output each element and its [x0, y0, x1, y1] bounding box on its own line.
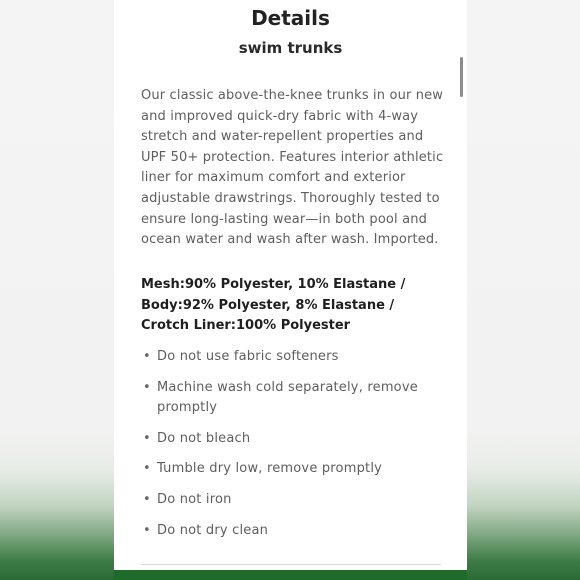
care-instructions-list: [141, 347, 446, 551]
care-item-no-dry-clean: [141, 521, 446, 542]
details-panel: [114, 0, 467, 580]
care-item-text: Machine wash cold separately, remove promptly: [157, 379, 418, 416]
care-item-text: Do not dry clean: [157, 522, 269, 538]
bullet-icon: •: [143, 349, 151, 364]
bullet-icon: •: [143, 522, 151, 538]
care-item-text: Tumble dry low, remove promptly: [157, 461, 383, 477]
bullet-icon: •: [143, 461, 151, 477]
care-item-text: Do not iron: [157, 491, 232, 507]
scrollbar-thumb[interactable]: [460, 57, 463, 97]
add-to-bag-bar[interactable]: [114, 570, 467, 580]
care-item-no-softeners: [141, 347, 446, 368]
care-item-text: Do not use fabric softeners: [157, 349, 339, 364]
bullet-icon: •: [143, 379, 151, 395]
product-description: Our classic above-the-knee trunks in our new and improved quick-dry fabric with 4-way stretch and water-repellent properties and UPF 50+ protection. Features interior athletic liner for maximum comfort and exterior adjustable drawstrings. Thoroughly tested to ensure long-lasting wear—in both pool and ocean water and wash after wash. Imported.: [141, 88, 444, 248]
care-item-no-iron: [141, 490, 446, 511]
bullet-icon: •: [143, 430, 151, 446]
care-item-tumble-dry: [141, 459, 446, 480]
care-item-text: Do not bleach: [157, 430, 251, 446]
care-item-machine-wash: [141, 378, 446, 419]
bullet-icon: •: [143, 491, 151, 507]
section-divider: [141, 564, 441, 565]
details-title: Details: [251, 6, 330, 30]
care-item-no-bleach: [141, 429, 446, 450]
materials-composition: Mesh:90% Polyester, 10% Elastane / Body:92% Polyester, 8% Elastane / Crotch Liner:100% Polyester: [141, 277, 406, 334]
product-name: swim trunks: [238, 39, 343, 57]
